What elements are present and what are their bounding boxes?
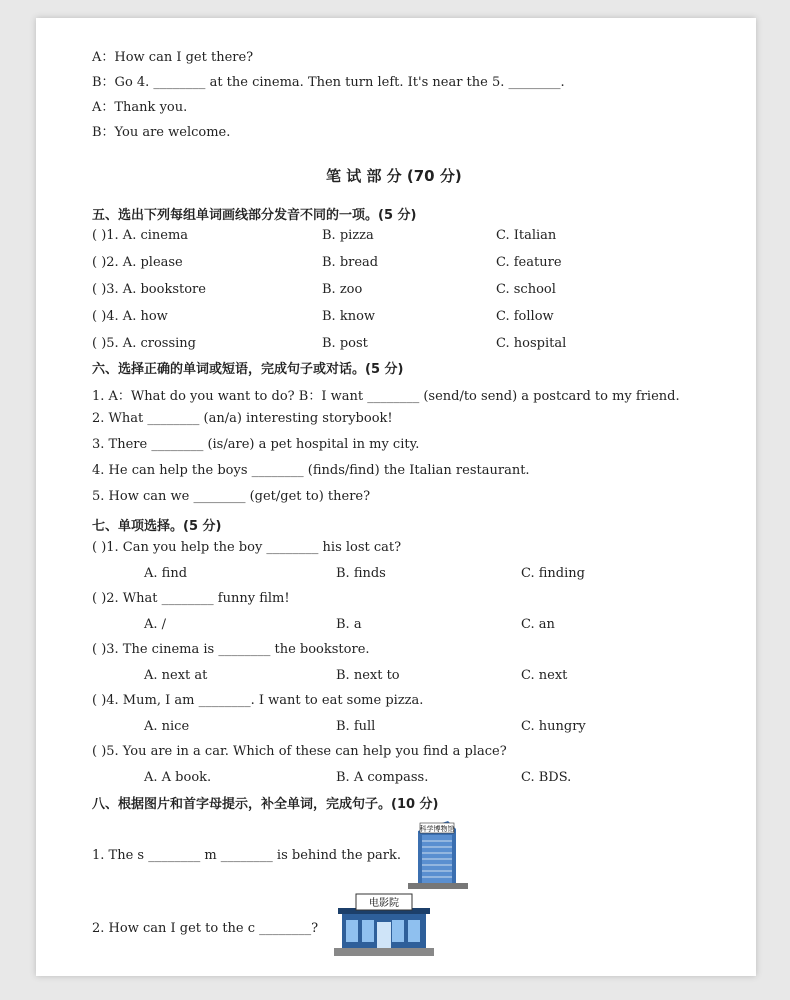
- s5-option: C. feature: [496, 255, 562, 270]
- s7-option: B. a: [336, 617, 362, 632]
- s7-option: B. full: [336, 719, 376, 734]
- s7-heading: 七、单项选择。(5 分): [92, 519, 222, 534]
- s7-option: C. finding: [521, 566, 585, 581]
- s5-option: ( )2. A. please: [92, 255, 183, 270]
- s7-question: ( )3. The cinema is ________ the bookstore.: [92, 642, 370, 657]
- s7-option: A. A book.: [144, 770, 212, 785]
- museum-sign: 科学博物馆: [419, 825, 455, 833]
- s5-option: B. zoo: [322, 282, 363, 297]
- dialogue-line: B：Go 4. ________ at the cinema. Then turn left. It's near the 5. ________.: [92, 75, 565, 90]
- s7-option: B. finds: [336, 566, 386, 581]
- s7-option: A. next at: [144, 668, 208, 683]
- s5-option: ( )3. A. bookstore: [92, 282, 206, 297]
- dialogue-line: B：You are welcome.: [92, 125, 231, 140]
- cinema-picture: [334, 892, 434, 956]
- s5-option: C. hospital: [496, 336, 567, 351]
- dialogue-line: A：How can I get there?: [92, 50, 254, 65]
- s5-heading: 五、选出下列每组单词画线部分发音不同的一项。(5 分): [92, 208, 417, 223]
- s8-heading: 八、根据图片和首字母提示，补全单词，完成句子。(10 分): [92, 797, 439, 812]
- s6-line: 1. A：What do you want to do? B：I want ________ (send/to send) a postcard to my friend.: [92, 389, 680, 404]
- s5-option: C. follow: [496, 309, 554, 324]
- s7-option: A. nice: [144, 719, 190, 734]
- s6-heading: 六、选择正确的单词或短语，完成句子或对话。(5 分): [92, 362, 404, 377]
- s7-question: ( )5. You are in a car. Which of these can help you find a place?: [92, 744, 507, 759]
- s7-option: B. A compass.: [336, 770, 429, 785]
- s6-line: 3. There ________ (is/are) a pet hospital in my city.: [92, 437, 420, 452]
- s7-option: B. next to: [336, 668, 400, 683]
- s7-option: A. /: [144, 617, 167, 632]
- s7-question: ( )2. What ________ funny film!: [92, 591, 290, 606]
- s5-option: B. know: [322, 309, 376, 324]
- s7-option: C. hungry: [521, 719, 586, 734]
- s5-option: C. school: [496, 282, 556, 297]
- s8-line: 2. How can I get to the c ________?: [92, 921, 319, 936]
- dialogue-line: A：Thank you.: [92, 100, 188, 115]
- s5-option: B. pizza: [322, 228, 374, 243]
- museum-picture: [408, 821, 468, 891]
- s5-option: B. post: [322, 336, 368, 351]
- section-title: 笔 试 部 分 (70 分): [326, 167, 462, 185]
- s7-question: ( )4. Mum, I am ________. I want to eat some pizza.: [92, 693, 424, 708]
- s5-option: C. Italian: [496, 228, 557, 243]
- s7-option: C. an: [521, 617, 555, 632]
- s8-line: 1. The s ________ m ________ is behind the park.: [92, 848, 401, 863]
- s5-option: B. bread: [322, 255, 379, 270]
- s5-option: ( )4. A. how: [92, 309, 168, 324]
- s6-line: 2. What ________ (an/a) interesting storybook!: [92, 411, 393, 426]
- s7-option: C. next: [521, 668, 568, 683]
- s7-option: A. find: [144, 566, 188, 581]
- s7-option: C. BDS.: [521, 770, 572, 785]
- s5-option: ( )5. A. crossing: [92, 336, 196, 351]
- s7-question: ( )1. Can you help the boy ________ his lost cat?: [92, 540, 402, 555]
- s6-line: 5. How can we ________ (get/get to) there?: [92, 489, 371, 504]
- page: [36, 18, 756, 976]
- cinema-sign: 电影院: [369, 898, 399, 909]
- s5-option: ( )1. A. cinema: [92, 228, 189, 243]
- s6-line: 4. He can help the boys ________ (finds/find) the Italian restaurant.: [92, 463, 530, 478]
